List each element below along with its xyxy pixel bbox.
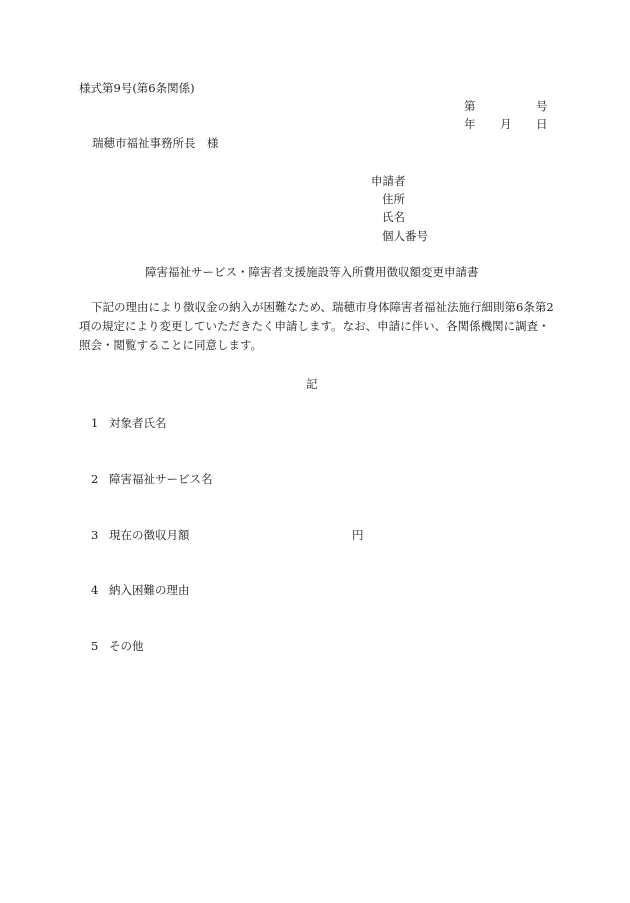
document-title: 障害福祉サービス・障害者支援施設等入所費用徴収額変更申請書 [145, 265, 479, 279]
item-label-target-name: 対象者氏名 [109, 416, 167, 430]
ki-heading: 記 [306, 377, 318, 391]
applicant-address-label: 住所 [382, 192, 405, 206]
document-number-suffix: 号 [536, 99, 548, 113]
item-label-current-monthly-fee: 現在の徴収月額 [109, 528, 190, 542]
applicant-personal-number-label: 個人番号 [382, 229, 428, 243]
item-label-reason: 納入困難の理由 [109, 583, 190, 597]
yen-unit: 円 [352, 528, 364, 542]
item-number: 4 [91, 583, 99, 597]
item-label-other: その他 [109, 639, 144, 653]
document-number-prefix: 第 [464, 99, 476, 113]
body-paragraph: 下記の理由により徴収金の納入が困難なため、瑞穂市身体障害者福祉法施行細則第6条第2項の規定により変更していただきたく申請します。なお、申請に伴い、各関係機関に調査・照会・閲覧することに同意します。 [79, 300, 554, 352]
item-label-service-name: 障害福祉サービス名 [109, 472, 213, 486]
item-number: 3 [91, 528, 99, 542]
applicant-label: 申請者 [371, 174, 406, 188]
date-day-label: 日 [536, 117, 548, 131]
date-year-label: 年 [464, 117, 476, 131]
item-number: 2 [91, 472, 99, 486]
applicant-name-label: 氏名 [382, 210, 405, 224]
addressee: 瑞穂市福祉事務所長 様 [92, 136, 219, 150]
date-month-label: 月 [500, 117, 512, 131]
item-number: 5 [91, 639, 99, 653]
item-number: 1 [91, 416, 99, 430]
form-number: 様式第9号(第6条関係) [79, 81, 195, 95]
